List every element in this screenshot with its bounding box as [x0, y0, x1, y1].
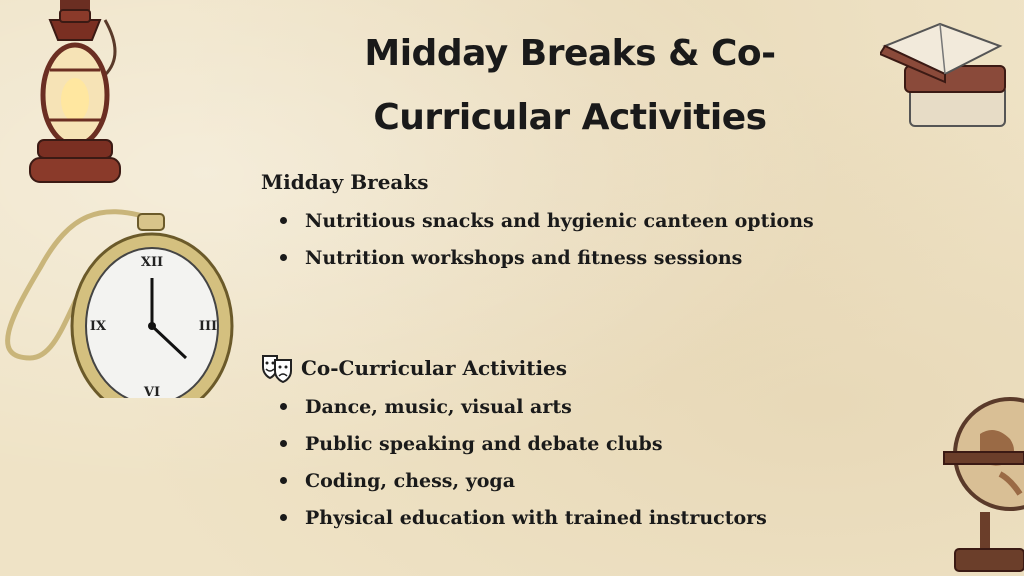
theater-masks-icon: [261, 353, 293, 383]
page-title: Midday Breaks & Co-Curricular Activities: [364, 33, 776, 138]
list-item-text: Dance, music, visual arts: [305, 395, 572, 418]
globe-illustration: [940, 394, 1024, 576]
list-item: [280, 239, 814, 276]
list-item-text: Nutrition workshops and fitness sessions: [305, 246, 743, 269]
list-item: [280, 425, 767, 462]
list-item: [280, 499, 767, 536]
midday-breaks-list: [280, 202, 814, 276]
svg-text:III: III: [198, 319, 218, 334]
list-item-text: Physical education with trained instructors: [305, 506, 767, 529]
list-item-text: Public speaking and debate clubs: [305, 432, 663, 455]
section-heading-label: Midday Breaks: [261, 170, 429, 194]
svg-text:VI: VI: [143, 385, 161, 398]
co-curricular-heading: [261, 353, 567, 383]
pocket-watch-illustration: [0, 208, 240, 398]
midday-breaks-heading: [261, 170, 429, 194]
list-item: [280, 388, 767, 425]
list-item: [280, 202, 814, 239]
list-item-text: Nutritious snacks and hygienic canteen options: [305, 209, 814, 232]
svg-text:XII: XII: [140, 255, 164, 270]
section-heading-label: Co-Curricular Activities: [301, 356, 568, 380]
lantern-illustration: [20, 0, 130, 190]
list-item: [280, 462, 767, 499]
list-item-text: Coding, chess, yoga: [305, 469, 516, 492]
books-illustration: [880, 6, 1010, 136]
svg-text:IX: IX: [89, 319, 107, 334]
co-curricular-list: [280, 388, 767, 536]
